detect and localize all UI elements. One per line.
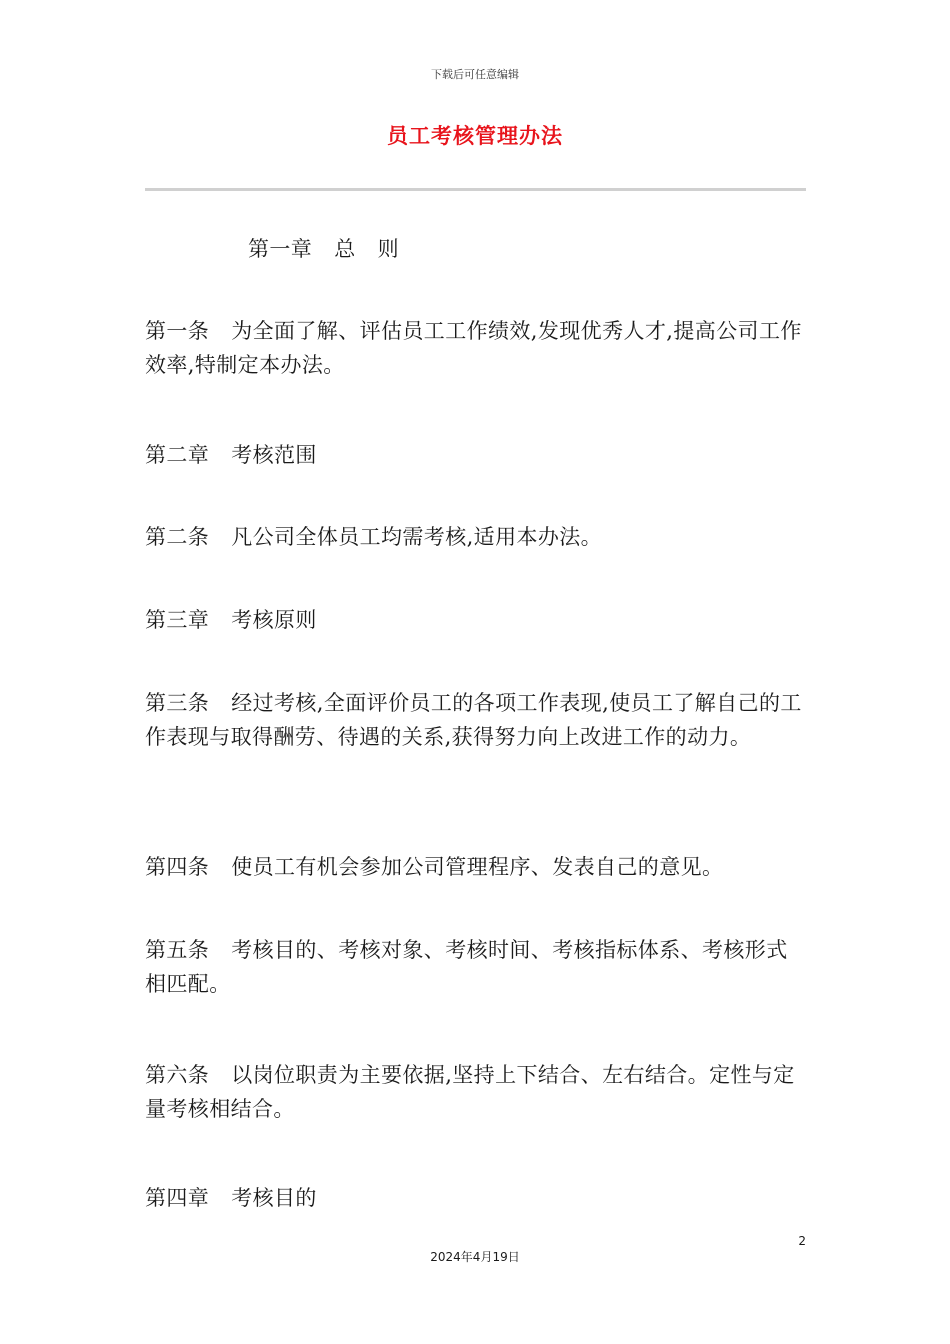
title-divider <box>145 188 806 191</box>
chapter-one-label: 第一章 <box>248 237 313 261</box>
article-6-text: 以岗位职责为主要依据,坚持上下结合、左右结合。定性与定量考核相结合。 <box>145 1063 795 1121</box>
article-6-label: 第六条 <box>145 1063 210 1087</box>
article-4-text: 使员工有机会参加公司管理程序、发表自己的意见。 <box>231 855 724 879</box>
article-2 <box>145 520 805 554</box>
chapter-one-word-1: 总 <box>334 237 356 261</box>
article-6 <box>145 1058 805 1126</box>
article-4 <box>145 850 805 884</box>
header-note: 下载后可任意编辑 <box>431 68 519 81</box>
article-4-label: 第四条 <box>145 855 210 879</box>
article-5-label: 第五条 <box>145 938 210 962</box>
article-3-text: 经过考核,全面评价员工的各项工作表现,使员工了解自己的工作表现与取得酬劳、待遇的关系,获得努力向上改进工作的动力。 <box>145 691 802 749</box>
article-3-label: 第三条 <box>145 691 210 715</box>
chapter-two-heading <box>145 438 317 472</box>
article-3 <box>145 686 805 754</box>
chapter-two-text: 考核范围 <box>231 443 317 467</box>
document-title: 员工考核管理办法 <box>387 124 563 148</box>
chapter-four-label: 第四章 <box>145 1186 210 1210</box>
chapter-three-text: 考核原则 <box>231 608 317 632</box>
page-number: 2 <box>798 1234 806 1248</box>
article-2-label: 第二条 <box>145 525 210 549</box>
footer-date: 2024年4月19日 <box>430 1250 520 1264</box>
chapter-four-heading <box>145 1181 317 1215</box>
article-1 <box>145 314 805 382</box>
chapter-three-label: 第三章 <box>145 608 210 632</box>
chapter-two-label: 第二章 <box>145 443 210 467</box>
article-1-text: 为全面了解、评估员工工作绩效,发现优秀人才,提高公司工作效率,特制定本办法。 <box>145 319 802 377</box>
chapter-four-text: 考核目的 <box>231 1186 317 1210</box>
article-5 <box>145 933 805 1001</box>
article-1-label: 第一条 <box>145 319 210 343</box>
chapter-one-heading <box>248 232 399 266</box>
article-2-text: 凡公司全体员工均需考核,适用本办法。 <box>231 525 603 549</box>
chapter-three-heading <box>145 603 317 637</box>
chapter-one-word-2: 则 <box>377 237 400 261</box>
article-5-text: 考核目的、考核对象、考核时间、考核指标体系、考核形式相匹配。 <box>145 938 788 996</box>
